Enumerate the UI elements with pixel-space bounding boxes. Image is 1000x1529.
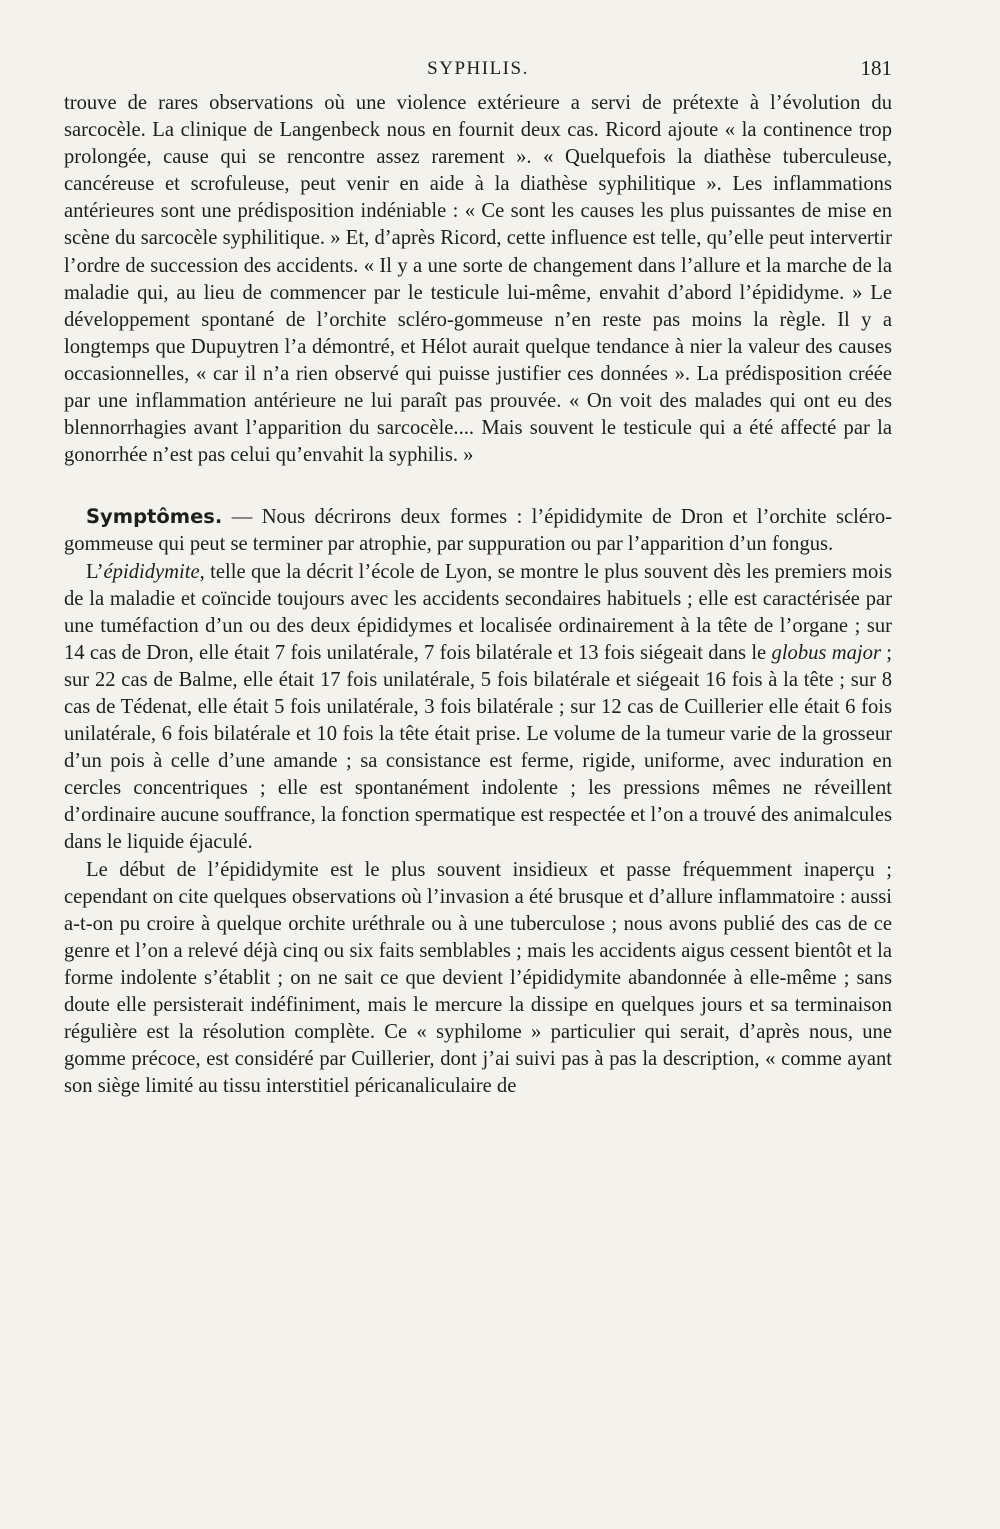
- paragraph-onset: Le début de l’épididymite est le plus souvent insidieux et passe fréquemment inaperçu ; cependant on cite quelques observations où l’invasion a été brusque et d’allure inflammatoire : aussi a-t-on pu croire à quelque orchite uréthrale ou à une tuberculose ; nous avons publié des cas de ce genre et l’on a relevé déjà cinq ou six faits semblables ; mais les accidents aigus cessent bientôt et la forme indolente s’établit ; on ne sait ce que devient l’épididymite abandonnée à elle-même ; sans doute elle persisterait indéfiniment, mais le mercure la dissipe en quelques jours et sa terminaison régulière est la résolution complète. Ce « syphilome » particulier qui serait, d’après nous, une gomme précoce, est considéré par Cuillerier, dont j’ai suivi pas à pas la description, « comme ayant son siège limité au tissu interstitiel péricanaliculaire de: [64, 858, 892, 1098]
- section-heading-symptoms: Symptômes.: [86, 505, 223, 529]
- running-header: [64, 56, 892, 86]
- epididymitis-term: épididymite: [103, 560, 200, 583]
- epididymitis-text-b: ; sur 22 cas de Balme, elle était 17 fois unilatérale, 5 fois bilatérale et siégeait 16 fois à la tête ; sur 8 cas de Tédenat, elle était 5 fois unilatérale, 3 fois bilatérale ; sur 12 cas de Cuillerier elle était 6 fois unilatérale, 6 fois bilatérale et 10 fois la tête était prise. Le volume de la tumeur varie de la grosseur d’un pois à celle d’une amande ; sa consistance est ferme, rigide, uniforme, avec induration en cercles concentriques ; elle est spontanément indolente ; les pressions mêmes ne réveillent d’ordinaire aucune souffrance, la fonction spermatique est respectée et l’on a trouvé des animalcules dans le liquide éjaculé.: [64, 641, 893, 854]
- running-title: SYPHILIS.: [427, 58, 529, 79]
- paragraph-symptoms: [64, 503, 892, 558]
- paragraph-epididymitis: [64, 559, 892, 857]
- symptoms-intro-text: — Nous décrirons deux formes : l’épididymite de Dron et l’orchite scléro-gommeuse qui peut se terminer par atrophie, par suppuration ou par l’apparition d’un fongus.: [64, 506, 892, 556]
- globus-major-term: globus major: [771, 641, 881, 664]
- page-number: 181: [860, 56, 892, 80]
- paragraph-causes: trouve de rares observations où une violence extérieure a servi de prétexte à l’évolution du sarcocèle. La clinique de Langenbeck nous en fournit deux cas. Ricord ajoute « la continence trop prolongée, cause qui se rencontre assez rarement ». « Quelquefois la diathèse tuberculeuse, cancéreuse et scrofuleuse, peut venir en aide à la diathèse syphilitique ». Les inflammations antérieures sont une prédisposition indéniable : « Ce sont les causes les plus puissantes de mise en scène du sarcocèle syphilitique. » Et, d’après Ricord, cette influence est telle, qu’elle peut intervertir l’ordre de succession des accidents. « Il y a une sorte de changement dans l’allure et la marche de la maladie qui, au lieu de commencer par le testicule lui-même, envahit d’abord l’épididyme. » Le développement spontané de l’orchite scléro-gommeuse n’en reste pas moins la règle. Il y a longtemps que Dupuytren l’a démontré, et Hélot aurait quelque tendance à nier la valeur des causes occasionnelles, « car il n’a rien observé qui puisse justifier ces données ». La prédisposition créée par une inflammation antérieure ne lui paraît pas prouvée. « On voit des malades qui ont eu des blennorrhagies avant l’apparition du sarcocèle.... Mais souvent le testicule qui a été affecté par la gonorrhée n’est pas celui qu’envahit la syphilis. »: [64, 92, 892, 467]
- page-body: [64, 90, 892, 1100]
- epididymitis-lead: L’: [86, 560, 104, 583]
- epididymitis-text-a: , telle que la décrit l’école de Lyon, se montre le plus souvent dès les premiers mois de la maladie et coïncide toujours avec les accidents secondaires habituels ; elle est caractérisée par une tuméfaction d’un ou des deux épididymes et localisée ordinairement à la tête de l’organe ; sur 14 cas de Dron, elle était 7 fois unilatérale, 7 fois bilatérale et 13 fois siégeait dans le: [64, 560, 892, 664]
